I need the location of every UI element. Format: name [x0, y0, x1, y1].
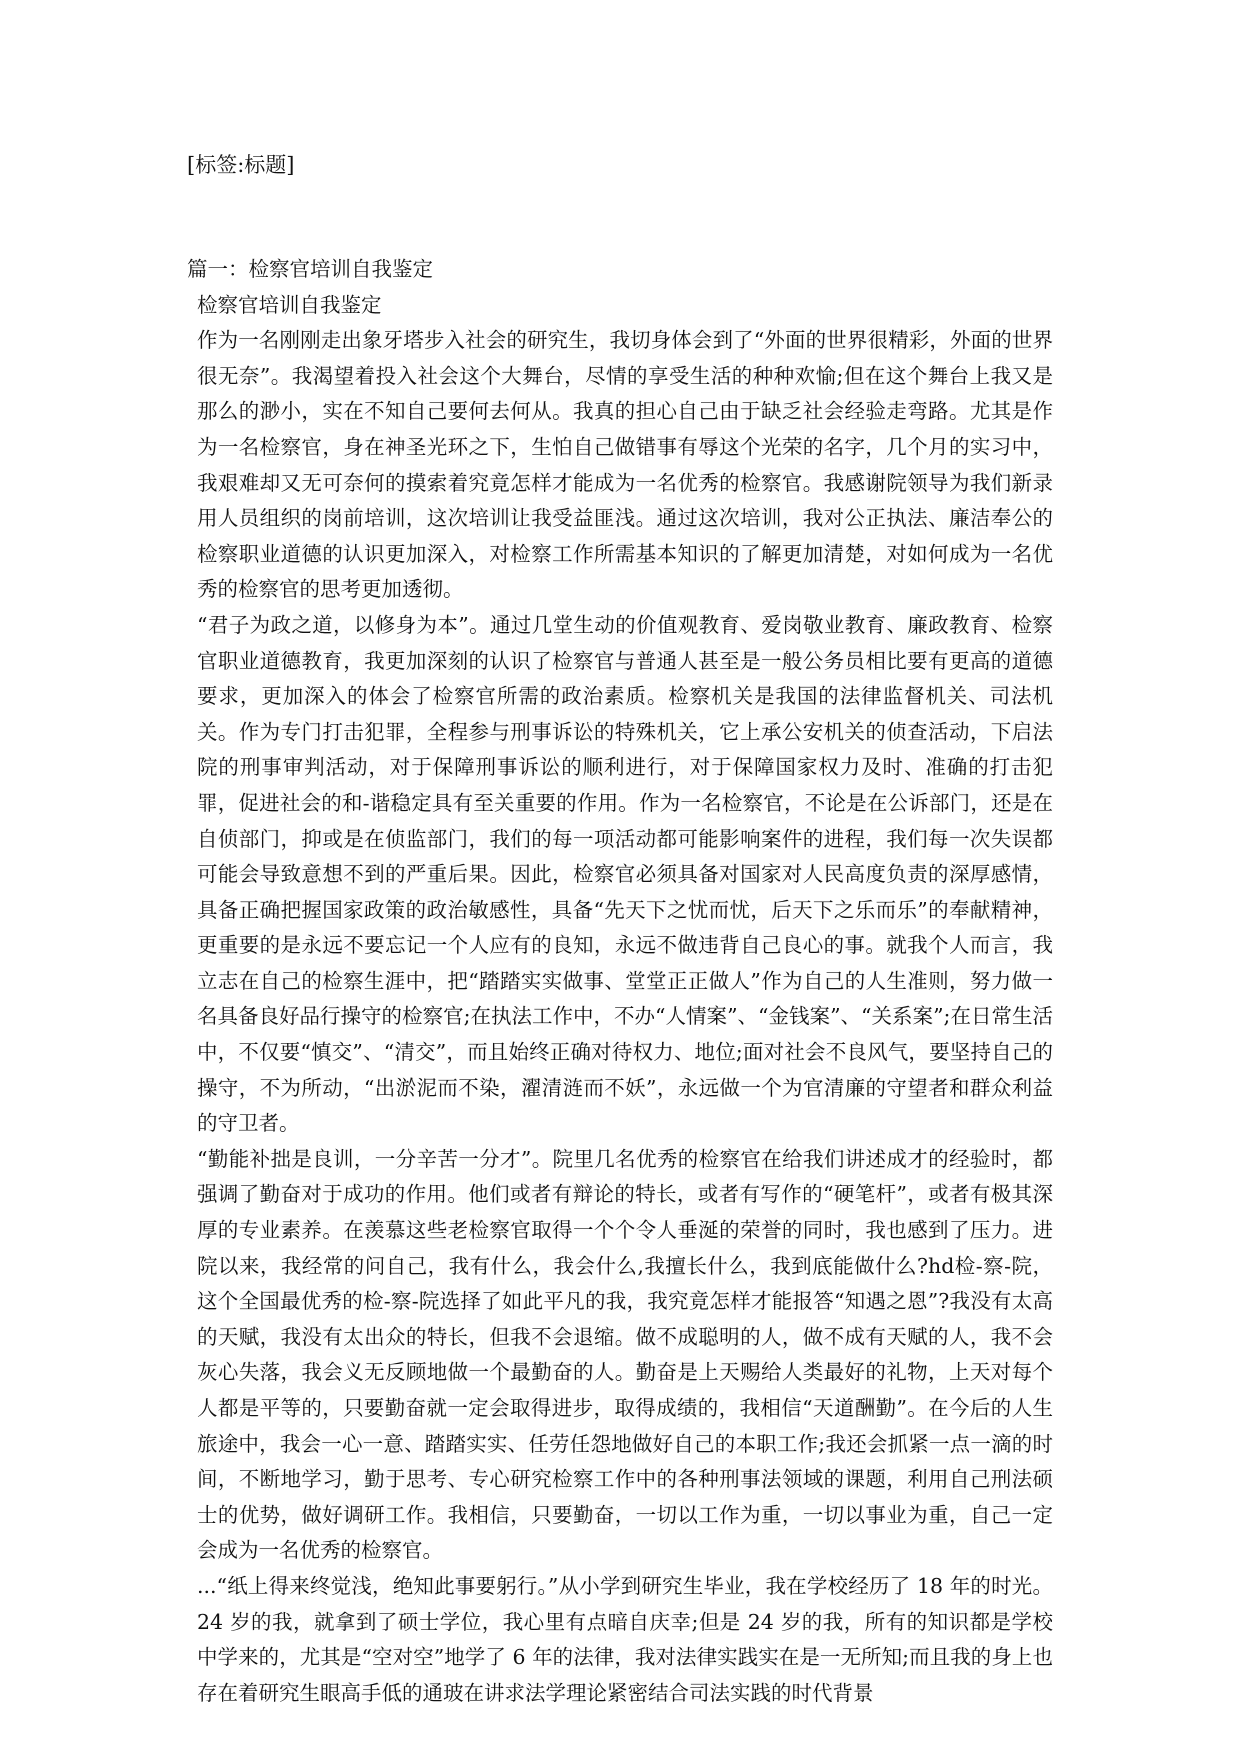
paragraph-2: “君子为政之道，以修身为本”。通过几堂生动的价值观教育、爱岗敬业教育、廉政教育、检察官职业道德教育，我更加深刻的认识了检察官与普通人甚至是一般公务员相比要有更高的道德要求，更加深入的体会了检察官所需的政治素质。检察机关是我国的法律监督机关、司法机关。作为专门打击犯罪，全程参与刑事诉讼的特殊机关，它上承公安机关的侦查活动，下启法院的刑事审判活动，对于保障刑事诉讼的顺利进行，对于保障国家权力及时、准确的打击犯罪，促进社会的和-谐稳定具有至关重要的作用。作为一名检察官，不论是在公诉部门，还是在自侦部门，抑或是在侦监部门，我们的每一项活动都可能影响案件的进程，我们每一次失误都可能会导致意想不到的严重后果。因此，检察官必须具备对国家对人民高度负责的深厚感情，具备正确把握国家政策的政治敏感性，具备“先天下之忧而忧，后天下之乐而乐”的奉献精神，更重要的是永远不要忘记一个人应有的良知，永远不做违背自己良心的事。就我个人而言，我立志在自己的检察生涯中，把“踏踏实实做事、堂堂正正做人”作为自己的人生准则，努力做一名具备良好品行操守的检察官;在执法工作中，不办“人情案”、“金钱案”、“关系案”;在日常生活中，不仅要“慎交”、“清交”，而且始终正确对待权力、地位;面对社会不良风气，要坚持自己的操守，不为所动，“出淤泥而不染，濯清涟而不妖”，永远做一个为官清廉的守望者和群众利益的守卫者。 — [197, 612, 1053, 1136]
paragraph-4: ...“纸上得来终觉浅，绝知此事要躬行。”从小学到研究生毕业，我在学校经历了 18 年的时光。24 岁的我，就拿到了硕士学位，我心里有点暗自庆幸;但是 24 岁的我，所有的知识都是学校中学来的，尤其是“空对空”地学了 6 年的法律，我对法律实践实在是一无所知;而且我的身上也存在着研究生眼高手低的通玻在讲求法学理论紧密结合司法实践的时代背景 — [197, 1573, 1053, 1705]
paragraph-3: “勤能补拙是良训，一分辛苦一分才”。院里几名优秀的检察官在给我们讲述成才的经验时，都强调了勤奋对于成功的作用。他们或者有辩论的特长，或者有写作的“硬笔杆”，或者有极其深厚的专业素养。在羡慕这些老检察官取得一个个令人垂涎的荣誉的同时，我也感到了压力。进院以来，我经常的问自己，我有什么，我会什么,我擅长什么，我到底能做什么?hd检-察-院，这个全国最优秀的检-察-院选择了如此平凡的我，我究竟怎样才能报答“知遇之恩”?我没有太高的天赋，我没有太出众的特长，但我不会退缩。做不成聪明的人，做不成有天赋的人，我不会灰心失落，我会义无反顾地做一个最勤奋的人。勤奋是上天赐给人类最好的礼物，上天对每个人都是平等的，只要勤奋就一定会取得进步，取得成绩的，我相信“天道酬勤”。在今后的人生旅途中，我会一心一意、踏踏实实、任劳任怨地做好自己的本职工作;我还会抓紧一点一滴的时间，不断地学习，勤于思考、专心研究检察工作中的各种刑事法领域的课题，利用自己刑法硕士的优势，做好调研工作。我相信，只要勤奋，一切以工作为重，一切以事业为重，自己一定会成为一名优秀的检察官。 — [197, 1146, 1053, 1563]
paragraph-1: 作为一名刚刚走出象牙塔步入社会的研究生，我切身体会到了“外面的世界很精彩，外面的世界很无奈”。我渴望着投入社会这个大舞台，尽情的享受生活的种种欢愉;但在这个舞台上我又是那么的渺小，实在不知自己要何去何从。我真的担心自己由于缺乏社会经验走弯路。尤其是作为一名检察官，身在神圣光环之下，生怕自己做错事有辱这个光荣的名字，几个月的实习中，我艰难却又无可奈何的摸索着究竟怎样才能成为一名优秀的检察官。我感谢院领导为我们新录用人员组织的岗前培训，这次培训让我受益匪浅。通过这次培训，我对公正执法、廉洁奉公的检察职业道德的认识更加深入，对检察工作所需基本知识的了解更加清楚，对如何成为一名优秀的检察官的思考更加透彻。 — [197, 328, 1053, 602]
tag-line: [标签:标题] — [187, 153, 295, 177]
article-title: 检察官培训自我鉴定 — [197, 292, 382, 317]
section-title: 篇一：检察官培训自我鉴定 — [187, 257, 433, 281]
article-body — [187, 252, 1053, 1711]
